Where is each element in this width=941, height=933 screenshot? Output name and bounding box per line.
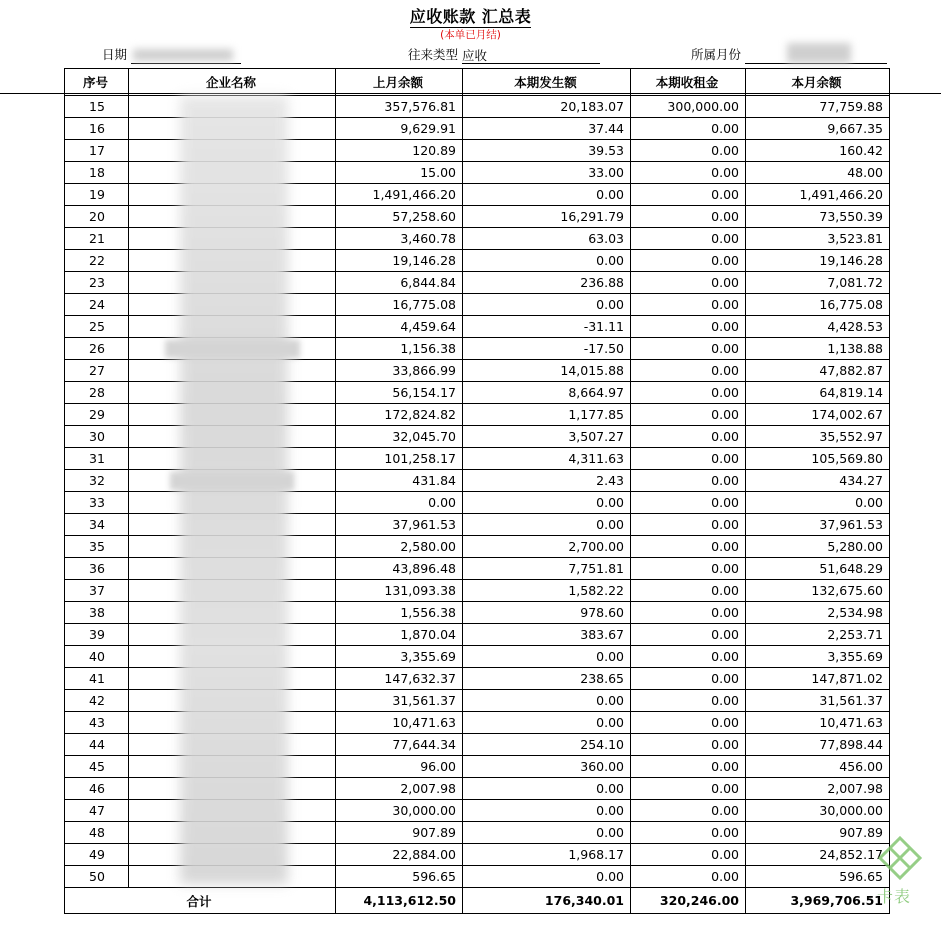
prev-balance-cell: 77,644.34 bbox=[336, 734, 463, 756]
row-seq: 20 bbox=[65, 206, 129, 228]
current-amount-cell: 2.43 bbox=[463, 470, 631, 492]
prev-balance-cell: 1,491,466.20 bbox=[336, 184, 463, 206]
rent-received-cell: 0.00 bbox=[631, 602, 746, 624]
current-amount-cell: 383.67 bbox=[463, 624, 631, 646]
current-amount-cell: 978.60 bbox=[463, 602, 631, 624]
redaction-blur bbox=[165, 340, 300, 358]
rent-received-cell: 0.00 bbox=[631, 822, 746, 844]
prev-balance-cell: 19,146.28 bbox=[336, 250, 463, 272]
prev-balance-cell: 1,156.38 bbox=[336, 338, 463, 360]
prev-balance-cell: 596.65 bbox=[336, 866, 463, 888]
prev-balance-cell: 43,896.48 bbox=[336, 558, 463, 580]
current-amount-cell: 2,700.00 bbox=[463, 536, 631, 558]
month-label: 所属月份 bbox=[691, 47, 742, 62]
prev-balance-cell: 2,007.98 bbox=[336, 778, 463, 800]
row-seq: 16 bbox=[65, 118, 129, 140]
month-balance-cell: 24,852.17 bbox=[746, 844, 890, 866]
month-balance-cell: 35,552.97 bbox=[746, 426, 890, 448]
prev-balance-cell: 56,154.17 bbox=[336, 382, 463, 404]
current-amount-cell: 14,015.88 bbox=[463, 360, 631, 382]
month-balance-cell: 2,007.98 bbox=[746, 778, 890, 800]
month-balance-cell: 31,561.37 bbox=[746, 690, 890, 712]
rent-received-cell: 0.00 bbox=[631, 734, 746, 756]
month-balance-cell: 77,759.88 bbox=[746, 96, 890, 118]
current-amount-cell: 37.44 bbox=[463, 118, 631, 140]
monthly-closed-note: (本单已月结) bbox=[440, 29, 501, 41]
month-balance-cell: 30,000.00 bbox=[746, 800, 890, 822]
rent-received-cell: 0.00 bbox=[631, 316, 746, 338]
month-balance-cell: 2,534.98 bbox=[746, 602, 890, 624]
rent-received-cell: 0.00 bbox=[631, 228, 746, 250]
redaction-blur bbox=[170, 472, 294, 490]
prev-balance-cell: 147,632.37 bbox=[336, 668, 463, 690]
prev-balance-cell: 357,576.81 bbox=[336, 96, 463, 118]
current-amount-cell: 0.00 bbox=[463, 184, 631, 206]
current-amount-cell: 8,664.97 bbox=[463, 382, 631, 404]
rent-received-cell: 0.00 bbox=[631, 426, 746, 448]
month-balance-cell: 2,253.71 bbox=[746, 624, 890, 646]
row-seq: 15 bbox=[65, 96, 129, 118]
month-balance-cell: 596.65 bbox=[746, 866, 890, 888]
prev-balance-cell: 120.89 bbox=[336, 140, 463, 162]
current-amount-cell: 236.88 bbox=[463, 272, 631, 294]
rent-received-cell: 0.00 bbox=[631, 844, 746, 866]
rent-received-cell: 300,000.00 bbox=[631, 96, 746, 118]
month-balance-cell: 4,428.53 bbox=[746, 316, 890, 338]
rent-received-cell: 0.00 bbox=[631, 558, 746, 580]
row-seq: 29 bbox=[65, 404, 129, 426]
current-amount-cell: 238.65 bbox=[463, 668, 631, 690]
current-amount-cell: 360.00 bbox=[463, 756, 631, 778]
row-seq: 38 bbox=[65, 602, 129, 624]
current-amount-cell: 63.03 bbox=[463, 228, 631, 250]
prev-balance-cell: 10,471.63 bbox=[336, 712, 463, 734]
row-seq: 35 bbox=[65, 536, 129, 558]
total-month-balance: 3,969,706.51 bbox=[746, 888, 890, 914]
totals-row bbox=[65, 888, 890, 914]
rent-received-cell: 0.00 bbox=[631, 580, 746, 602]
prev-balance-cell: 31,561.37 bbox=[336, 690, 463, 712]
current-amount-cell: 33.00 bbox=[463, 162, 631, 184]
month-balance-cell: 16,775.08 bbox=[746, 294, 890, 316]
rent-received-cell: 0.00 bbox=[631, 140, 746, 162]
prev-balance-cell: 33,866.99 bbox=[336, 360, 463, 382]
row-seq: 40 bbox=[65, 646, 129, 668]
rent-received-cell: 0.00 bbox=[631, 778, 746, 800]
prev-balance-cell: 16,775.08 bbox=[336, 294, 463, 316]
month-balance-cell: 51,648.29 bbox=[746, 558, 890, 580]
current-amount-cell: 0.00 bbox=[463, 778, 631, 800]
month-balance-cell: 3,355.69 bbox=[746, 646, 890, 668]
month-balance-cell: 37,961.53 bbox=[746, 514, 890, 536]
rent-received-cell: 0.00 bbox=[631, 624, 746, 646]
col-header-seq: 序号 bbox=[65, 69, 129, 96]
row-seq: 47 bbox=[65, 800, 129, 822]
row-seq: 34 bbox=[65, 514, 129, 536]
row-seq: 22 bbox=[65, 250, 129, 272]
rent-received-cell: 0.00 bbox=[631, 492, 746, 514]
current-amount-cell: 0.00 bbox=[463, 800, 631, 822]
current-amount-cell: 20,183.07 bbox=[463, 96, 631, 118]
row-seq: 42 bbox=[65, 690, 129, 712]
prev-balance-cell: 101,258.17 bbox=[336, 448, 463, 470]
current-amount-cell: 7,751.81 bbox=[463, 558, 631, 580]
row-seq: 18 bbox=[65, 162, 129, 184]
row-seq: 31 bbox=[65, 448, 129, 470]
prev-balance-cell: 30,000.00 bbox=[336, 800, 463, 822]
row-seq: 17 bbox=[65, 140, 129, 162]
month-balance-cell: 9,667.35 bbox=[746, 118, 890, 140]
current-amount-cell: 0.00 bbox=[463, 690, 631, 712]
row-seq: 43 bbox=[65, 712, 129, 734]
prev-balance-cell: 4,459.64 bbox=[336, 316, 463, 338]
month-balance-cell: 434.27 bbox=[746, 470, 890, 492]
rent-received-cell: 0.00 bbox=[631, 294, 746, 316]
month-balance-cell: 456.00 bbox=[746, 756, 890, 778]
row-seq: 28 bbox=[65, 382, 129, 404]
rent-received-cell: 0.00 bbox=[631, 382, 746, 404]
month-balance-cell: 48.00 bbox=[746, 162, 890, 184]
rent-received-cell: 0.00 bbox=[631, 360, 746, 382]
row-seq: 45 bbox=[65, 756, 129, 778]
month-balance-cell: 132,675.60 bbox=[746, 580, 890, 602]
current-amount-cell: 1,582.22 bbox=[463, 580, 631, 602]
month-balance-cell: 47,882.87 bbox=[746, 360, 890, 382]
month-field bbox=[691, 46, 887, 64]
prev-balance-cell: 6,844.84 bbox=[336, 272, 463, 294]
prev-balance-cell: 32,045.70 bbox=[336, 426, 463, 448]
rent-received-cell: 0.00 bbox=[631, 800, 746, 822]
month-balance-cell: 10,471.63 bbox=[746, 712, 890, 734]
rent-received-cell: 0.00 bbox=[631, 712, 746, 734]
row-seq: 25 bbox=[65, 316, 129, 338]
prev-balance-cell: 1,870.04 bbox=[336, 624, 463, 646]
prev-balance-cell: 907.89 bbox=[336, 822, 463, 844]
row-seq: 19 bbox=[65, 184, 129, 206]
transaction-type-field bbox=[408, 46, 600, 64]
prev-balance-cell: 3,355.69 bbox=[336, 646, 463, 668]
row-seq: 44 bbox=[65, 734, 129, 756]
current-amount-cell: 4,311.63 bbox=[463, 448, 631, 470]
month-balance-cell: 907.89 bbox=[746, 822, 890, 844]
current-amount-cell: 0.00 bbox=[463, 646, 631, 668]
row-seq: 24 bbox=[65, 294, 129, 316]
page-title: 应收账款 汇总表 bbox=[409, 7, 532, 26]
current-amount-cell: 254.10 bbox=[463, 734, 631, 756]
month-balance-cell: 7,081.72 bbox=[746, 272, 890, 294]
rent-received-cell: 0.00 bbox=[631, 338, 746, 360]
rent-received-cell: 0.00 bbox=[631, 448, 746, 470]
total-prev-balance: 4,113,612.50 bbox=[336, 888, 463, 914]
total-current-amount: 176,340.01 bbox=[463, 888, 631, 914]
row-seq: 49 bbox=[65, 844, 129, 866]
month-balance-cell: 1,491,466.20 bbox=[746, 184, 890, 206]
row-seq: 26 bbox=[65, 338, 129, 360]
month-balance-cell: 64,819.14 bbox=[746, 382, 890, 404]
row-seq: 36 bbox=[65, 558, 129, 580]
month-balance-cell: 77,898.44 bbox=[746, 734, 890, 756]
rent-received-cell: 0.00 bbox=[631, 404, 746, 426]
prev-balance-cell: 431.84 bbox=[336, 470, 463, 492]
row-seq: 32 bbox=[65, 470, 129, 492]
rent-received-cell: 0.00 bbox=[631, 206, 746, 228]
row-seq: 30 bbox=[65, 426, 129, 448]
prev-balance-cell: 15.00 bbox=[336, 162, 463, 184]
current-amount-cell: 0.00 bbox=[463, 250, 631, 272]
current-amount-cell: 1,177.85 bbox=[463, 404, 631, 426]
prev-balance-cell: 96.00 bbox=[336, 756, 463, 778]
diamond-grid-logo-icon bbox=[872, 836, 928, 882]
month-balance-cell: 3,523.81 bbox=[746, 228, 890, 250]
current-amount-cell: 0.00 bbox=[463, 822, 631, 844]
month-balance-cell: 160.42 bbox=[746, 140, 890, 162]
prev-balance-cell: 57,258.60 bbox=[336, 206, 463, 228]
rent-received-cell: 0.00 bbox=[631, 514, 746, 536]
totals-label: 合计 bbox=[65, 888, 336, 914]
current-amount-cell: 0.00 bbox=[463, 294, 631, 316]
current-amount-cell: -17.50 bbox=[463, 338, 631, 360]
rent-received-cell: 0.00 bbox=[631, 646, 746, 668]
row-seq: 37 bbox=[65, 580, 129, 602]
prev-balance-cell: 37,961.53 bbox=[336, 514, 463, 536]
month-balance-cell: 0.00 bbox=[746, 492, 890, 514]
row-seq: 50 bbox=[65, 866, 129, 888]
month-balance-cell: 174,002.67 bbox=[746, 404, 890, 426]
type-label: 往来类型 bbox=[408, 47, 459, 62]
date-label: 日期 bbox=[102, 47, 128, 62]
month-value-redacted bbox=[745, 47, 887, 64]
date-field bbox=[102, 46, 241, 64]
row-seq: 21 bbox=[65, 228, 129, 250]
row-seq: 27 bbox=[65, 360, 129, 382]
row-seq: 41 bbox=[65, 668, 129, 690]
month-balance-cell: 1,138.88 bbox=[746, 338, 890, 360]
col-header-rent-received: 本期收租金 bbox=[631, 69, 746, 96]
row-seq: 33 bbox=[65, 492, 129, 514]
col-header-prev-balance: 上月余额 bbox=[336, 69, 463, 96]
current-amount-cell: 0.00 bbox=[463, 514, 631, 536]
current-amount-cell: -31.11 bbox=[463, 316, 631, 338]
current-amount-cell: 39.53 bbox=[463, 140, 631, 162]
month-balance-cell: 19,146.28 bbox=[746, 250, 890, 272]
rent-received-cell: 0.00 bbox=[631, 118, 746, 140]
row-seq: 48 bbox=[65, 822, 129, 844]
prev-balance-cell: 1,556.38 bbox=[336, 602, 463, 624]
rent-received-cell: 0.00 bbox=[631, 690, 746, 712]
rent-received-cell: 0.00 bbox=[631, 184, 746, 206]
month-balance-cell: 105,569.80 bbox=[746, 448, 890, 470]
current-amount-cell: 1,968.17 bbox=[463, 844, 631, 866]
current-amount-cell: 0.00 bbox=[463, 712, 631, 734]
current-amount-cell: 0.00 bbox=[463, 492, 631, 514]
month-balance-cell: 73,550.39 bbox=[746, 206, 890, 228]
prev-balance-cell: 22,884.00 bbox=[336, 844, 463, 866]
row-seq: 23 bbox=[65, 272, 129, 294]
prev-balance-cell: 2,580.00 bbox=[336, 536, 463, 558]
col-header-month-balance: 本月余额 bbox=[746, 69, 890, 96]
month-balance-cell: 5,280.00 bbox=[746, 536, 890, 558]
table-header-row bbox=[65, 69, 890, 96]
current-amount-cell: 0.00 bbox=[463, 866, 631, 888]
row-seq: 46 bbox=[65, 778, 129, 800]
company-names-redacted bbox=[180, 96, 288, 884]
row-seq: 39 bbox=[65, 624, 129, 646]
prev-balance-cell: 3,460.78 bbox=[336, 228, 463, 250]
rent-received-cell: 0.00 bbox=[631, 668, 746, 690]
date-value-redacted bbox=[131, 47, 241, 64]
month-balance-cell: 147,871.02 bbox=[746, 668, 890, 690]
prev-balance-cell: 172,824.82 bbox=[336, 404, 463, 426]
rent-received-cell: 0.00 bbox=[631, 470, 746, 492]
rent-received-cell: 0.00 bbox=[631, 756, 746, 778]
prev-balance-cell: 131,093.38 bbox=[336, 580, 463, 602]
current-amount-cell: 3,507.27 bbox=[463, 426, 631, 448]
col-header-company: 企业名称 bbox=[129, 69, 336, 96]
rent-received-cell: 0.00 bbox=[631, 162, 746, 184]
total-rent-received: 320,246.00 bbox=[631, 888, 746, 914]
rent-received-cell: 0.00 bbox=[631, 866, 746, 888]
type-value: 应收 bbox=[462, 48, 488, 63]
watermark-text: 卡表 bbox=[877, 887, 912, 906]
prev-balance-cell: 9,629.91 bbox=[336, 118, 463, 140]
rent-received-cell: 0.00 bbox=[631, 250, 746, 272]
rent-received-cell: 0.00 bbox=[631, 272, 746, 294]
prev-balance-cell: 0.00 bbox=[336, 492, 463, 514]
rent-received-cell: 0.00 bbox=[631, 536, 746, 558]
col-header-current-amount: 本期发生额 bbox=[463, 69, 631, 96]
current-amount-cell: 16,291.79 bbox=[463, 206, 631, 228]
